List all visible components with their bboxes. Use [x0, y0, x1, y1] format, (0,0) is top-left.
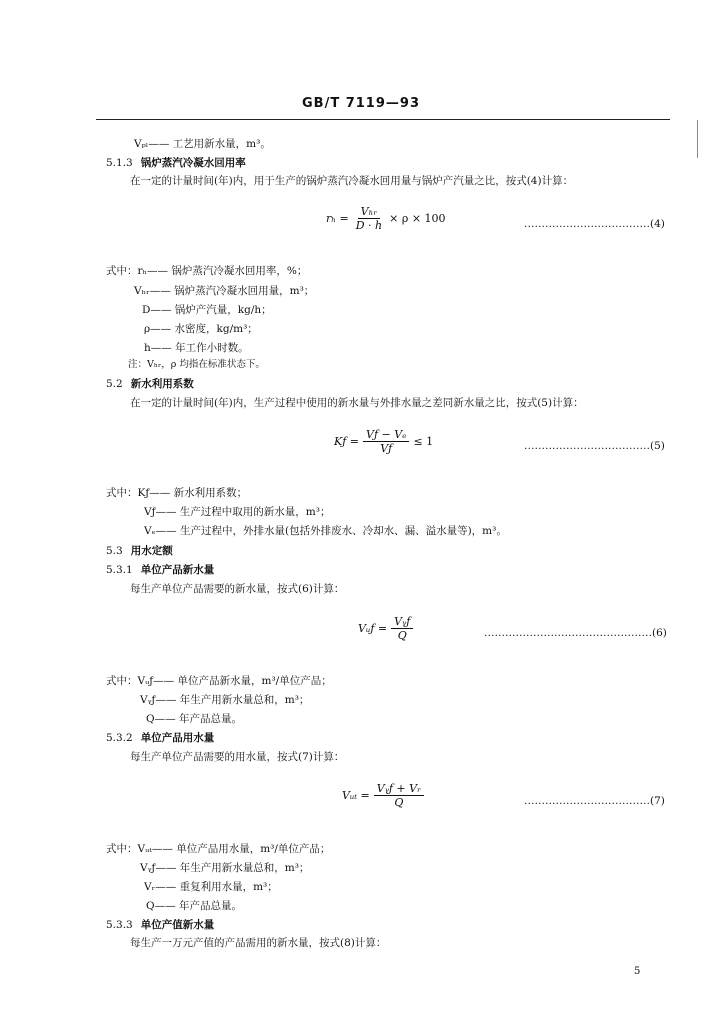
paragraph: 每生产单位产品需要的新水量，按式(6)计算：: [130, 583, 345, 595]
def-q: Q—— 年产品总量。: [146, 900, 242, 912]
section-title: 锅炉蒸汽冷凝水回用率: [140, 157, 246, 169]
section-title: 新水利用系数: [130, 378, 194, 390]
equation-5: [334, 428, 433, 455]
eq-rhs: × ρ × 100: [389, 212, 446, 225]
equation-number: ………………………………(4): [524, 218, 665, 230]
header-rule: [96, 119, 670, 120]
paragraph: 每生产单位产品需要的用水量，按式(7)计算：: [130, 751, 345, 763]
section-number: 5.2: [106, 378, 123, 390]
eq-numerator: Vₕᵣ: [358, 205, 381, 219]
def-vut: 式中：Vᵤₜ—— 单位产品用水量，m³/单位产品；: [106, 843, 331, 855]
eq-lhs: rₕ =: [326, 212, 349, 225]
section-5-3: [106, 544, 173, 558]
def-q: Q—— 年产品总量。: [146, 713, 242, 725]
eq-rhs: ≤ 1: [413, 435, 434, 448]
section-5-3-2: [106, 731, 214, 745]
eq-fraction: [363, 428, 409, 455]
section-number: 5.3.3: [106, 919, 133, 931]
paragraph: 每生产一万元产值的产品需用的新水量，按式(8)计算：: [130, 937, 387, 949]
eq-denominator: Q: [397, 629, 407, 642]
eq-denominator: Vƒ: [380, 442, 393, 455]
section-title: 用水定额: [130, 545, 173, 557]
def-vyf: Vᵧƒ—— 年生产用新水量总和，m³；: [140, 694, 310, 706]
def-d: D—— 锅炉产汽量，kg/h；: [142, 304, 272, 316]
equation-4: [326, 205, 446, 232]
eq-lhs: Vᵤₜ =: [342, 789, 370, 802]
section-number: 5.3.2: [106, 732, 133, 744]
section-5-3-3: [106, 918, 214, 932]
equation-number: ………………………………(5): [524, 440, 665, 452]
paragraph: 在一定的计量时间(年)内，用于生产的锅炉蒸汽冷凝水回用量与锅炉产汽量之比，按式(4)计算：: [130, 175, 574, 187]
eq-denominator: Q: [394, 796, 404, 809]
def-kf: 式中：Kƒ—— 新水利用系数；: [106, 487, 248, 499]
equation-number: ………………………………(7): [524, 795, 665, 807]
def-vr: Vᵣ—— 重复利用水量，m³；: [144, 881, 278, 893]
equation-number: …………………………………………(6): [484, 627, 667, 639]
section-number: 5.3: [106, 545, 123, 557]
eq-lhs: Vᵤƒ =: [358, 622, 388, 635]
def-vpl: Vₚₗ—— 工艺用新水量，m³。: [134, 138, 271, 150]
eq-denominator: D · h: [355, 219, 383, 232]
equation-7: [342, 782, 428, 809]
section-5-2: [106, 377, 194, 391]
def-rh: 式中：rₕ—— 锅炉蒸汽冷凝水回用率，%；: [106, 265, 308, 277]
eq-numerator: Vƒ − Vₑ: [363, 428, 409, 442]
paragraph: 在一定的计量时间(年)内，生产过程中使用的新水量与外排水量之差同新水量之比，按式(5)计算：: [130, 397, 584, 409]
section-5-3-1: [106, 563, 214, 577]
margin-mark: [697, 120, 698, 158]
eq-numerator: Vᵧƒ + Vᵣ: [374, 782, 424, 796]
eq-fraction: [391, 615, 413, 642]
eq-lhs: Kƒ =: [334, 435, 360, 448]
equation-6: [358, 615, 417, 642]
def-vyf: Vᵧƒ—— 年生产用新水量总和，m³；: [140, 862, 310, 874]
page-number: 5: [634, 966, 641, 977]
section-number: 5.1.3: [106, 157, 133, 169]
section-title: 单位产品新水量: [140, 564, 215, 576]
def-ve: Vₑ—— 生产过程中，外排水量(包括外排废水、冷却水、漏、溢水量等)，m³。: [144, 525, 507, 537]
eq-numerator: Vᵧƒ: [391, 615, 413, 629]
section-title: 单位产值新水量: [140, 919, 215, 931]
def-rho: ρ—— 水密度，kg/m³；: [144, 323, 258, 335]
eq-fraction: [353, 205, 385, 232]
def-vf: Vƒ—— 生产过程中取用的新水量，m³；: [144, 506, 331, 518]
def-h: h—— 年工作小时数。: [144, 342, 249, 354]
section-5-1-3: [106, 156, 246, 170]
def-vuf: 式中：Vᵤƒ—— 单位产品新水量，m³/单位产品；: [106, 675, 332, 687]
note: 注：Vₕᵣ，ρ 均指在标准状态下。: [128, 359, 265, 370]
page-header-title: GB/T 7119—93: [302, 96, 420, 111]
eq-fraction: [374, 782, 424, 809]
def-vhr: Vₕᵣ—— 锅炉蒸汽冷凝水回用量，m³；: [134, 285, 315, 297]
section-title: 单位产品用水量: [140, 732, 215, 744]
section-number: 5.3.1: [106, 564, 133, 576]
